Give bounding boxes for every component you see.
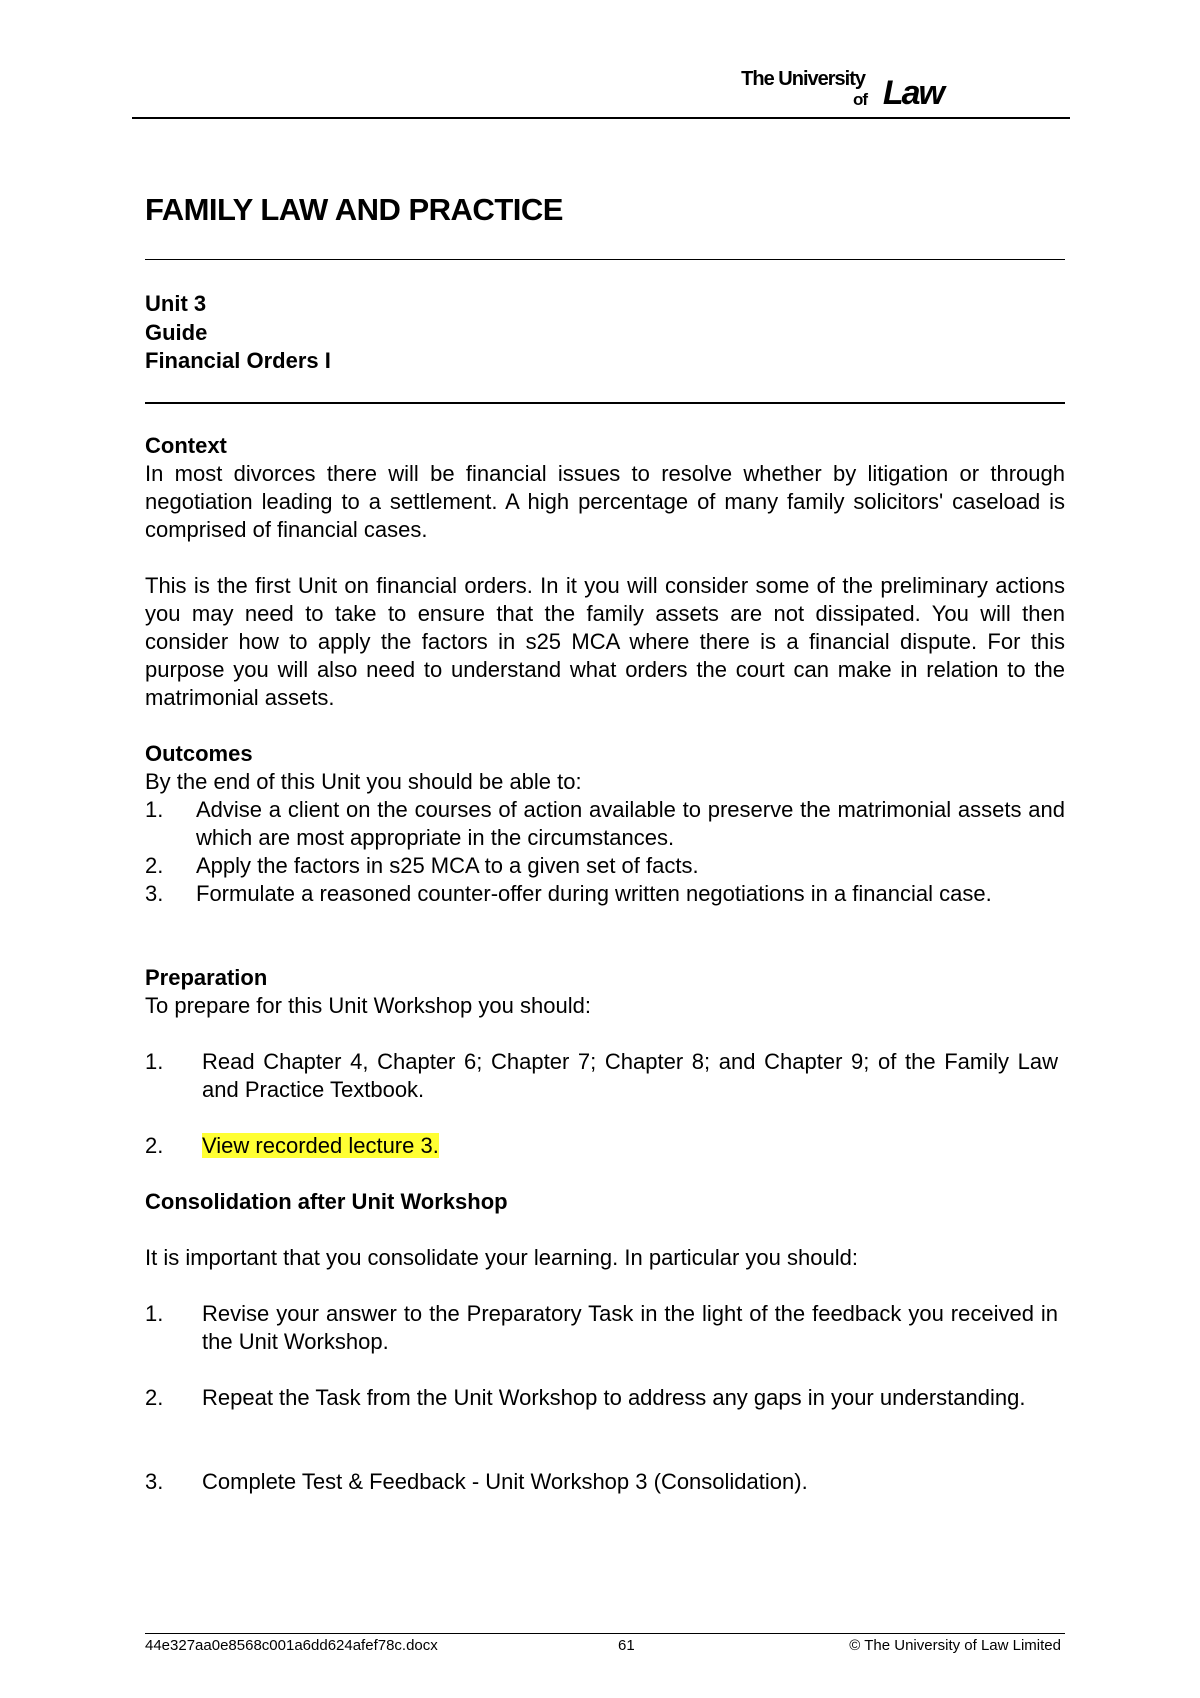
preparation-item [145, 1132, 1058, 1160]
context-paragraph-2: This is the first Unit on financial orders. In it you will consider some of the preliminary actions you may need to take to ensure that the family assets are not dissipated. You will then consider how to apply the factors in s25 MCA where there is a financial dispute. For this purpose you will also need to understand what orders the court can make in relation to the matrimonial assets. [145, 573, 1065, 710]
footer-copyright: © The University of Law Limited [849, 1637, 1061, 1654]
consolidation-text: Repeat the Task from the Unit Workshop to address any gaps in your understanding. [202, 1385, 1026, 1410]
preparation-text: Read Chapter 4, Chapter 6; Chapter 7; Chapter 8; and Chapter 9; of the Family Law and Practice Textbook. [202, 1049, 1058, 1102]
preparation-item [145, 1048, 1058, 1104]
title-divider [145, 259, 1065, 260]
outcome-number: 2. [145, 853, 164, 878]
outcome-text: Formulate a reasoned counter-offer during written negotiations in a financial case. [196, 881, 992, 906]
consolidation-item [145, 1384, 1058, 1412]
context-section [145, 432, 1065, 544]
footer-filename: 44e327aa0e8568c001a6dd624afef78c.docx [145, 1637, 438, 1654]
context-heading: Context [145, 433, 227, 458]
consolidation-section [145, 1188, 1065, 1216]
consolidation-number: 3. [145, 1469, 164, 1494]
consolidation-text: Complete Test & Feedback - Unit Workshop 3 (Consolidation). [202, 1469, 808, 1494]
header-rule [132, 117, 1070, 119]
unit-heading-block [145, 290, 331, 376]
context-paragraph-1: In most divorces there will be financial issues to resolve whether by litigation or through negotiation leading to a settlement. A high percentage of many family solicitors' caseload is comprised of financial cases. [145, 461, 1065, 542]
logo-line-of: of [852, 90, 867, 109]
preparation-intro: To prepare for this Unit Workshop you should: [145, 993, 591, 1018]
preparation-number: 1. [145, 1049, 164, 1074]
outcome-text: Advise a client on the courses of action available to preserve the matrimonial assets and which are most appropriate in the circumstances. [196, 797, 1065, 850]
consolidation-list-3 [145, 1468, 1065, 1496]
consolidation-heading: Consolidation after Unit Workshop [145, 1189, 508, 1214]
outcome-item [145, 880, 1065, 908]
unit-type: Guide [145, 319, 208, 345]
preparation-list-2 [145, 1132, 1065, 1160]
outcomes-intro: By the end of this Unit you should be able to: [145, 769, 582, 794]
recorded-lecture-link[interactable]: View recorded lecture 3. [202, 1133, 439, 1158]
consolidation-intro-block [145, 1244, 1065, 1272]
preparation-list [145, 1048, 1065, 1104]
consolidation-list-1 [145, 1300, 1065, 1356]
outcome-text: Apply the factors in s25 MCA to a given set of facts. [196, 853, 699, 878]
consolidation-item [145, 1300, 1058, 1356]
unit-name: Financial Orders I [145, 348, 331, 373]
outcomes-heading: Outcomes [145, 741, 253, 766]
outcome-item [145, 796, 1065, 852]
consolidation-list-2 [145, 1384, 1065, 1412]
document-title: FAMILY LAW AND PRACTICE [145, 192, 563, 227]
logo-line-university: The University [741, 68, 865, 90]
consolidation-number: 2. [145, 1385, 164, 1410]
logo-line-law: Law [882, 74, 943, 112]
outcome-number: 3. [145, 881, 164, 906]
footer-page-number: 61 [618, 1637, 635, 1654]
unit-divider [145, 402, 1065, 404]
consolidation-intro: It is important that you consolidate your learning. In particular you should: [145, 1245, 858, 1270]
preparation-heading: Preparation [145, 965, 268, 990]
outcome-number: 1. [145, 797, 164, 822]
context-section-2 [145, 572, 1065, 712]
outcomes-section [145, 740, 1065, 908]
consolidation-number: 1. [145, 1301, 164, 1326]
unit-number: Unit 3 [145, 291, 207, 316]
consolidation-item [145, 1468, 1058, 1496]
university-logo [733, 68, 943, 112]
consolidation-text: Revise your answer to the Preparatory Task in the light of the feedback you received in the Unit Workshop. [202, 1301, 1058, 1354]
preparation-number: 2. [145, 1133, 164, 1158]
preparation-section [145, 964, 1065, 1020]
outcome-item [145, 852, 1065, 880]
footer-rule [145, 1633, 1065, 1634]
